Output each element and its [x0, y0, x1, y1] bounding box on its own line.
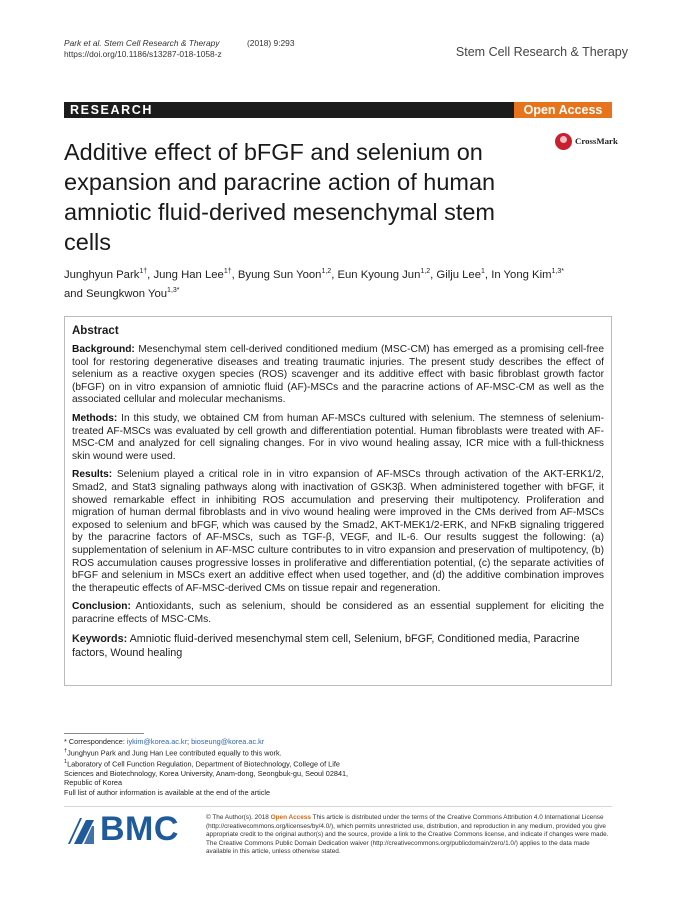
author-name: Eun Kyoung Jun [337, 268, 421, 281]
journal-name: Stem Cell Research & Therapy [455, 45, 628, 59]
keywords-text: Amniotic fluid-derived mesenchymal stem cell, Selenium, bFGF, Conditioned media, Paracrine factors, Wound healing [72, 633, 580, 660]
author-affiliation-marker: 1 [481, 268, 485, 275]
license-statement: © The Author(s). 2018 Open Access This article is distributed under the terms of the Creative Commons Attribution 4.0 International License (http://creativecommons.org/licenses/by/4.0/), which permits unrestricted use, distribution, and reproduction in any medium, provided you give appropriate credit to the original author(s) and the source, provide a link to the Creative Commons license, and indicate if changes were made. The Creative Commons Public Domain Dedication waiver (http://creativecommons.org/publicdomain/zero/1.0/) applies to the data made available in this article, unless otherwise stated. [206, 814, 609, 856]
section-label: RESEARCH [70, 103, 153, 117]
publisher-divider [64, 806, 612, 807]
author-affiliation-marker: 1,2 [420, 268, 431, 275]
crossmark-badge[interactable] [555, 133, 617, 151]
methods-text: In this study, we obtained CM from human AF-MSCs cultured with selenium. The stemness of selenium-treated AF-MSCs was evaluated by cell growth and differentiation potential. Human fibroblasts were treated with AF-MSC-CM and analyzed for cell signaling changes. For in vivo wound healing assay, ICR mice with a full-thickness skin wound were used. [72, 412, 604, 462]
author-name: Junghyun Park [64, 268, 140, 281]
author-affiliation-marker: 1,3* [167, 287, 180, 295]
methods-label: Methods: [72, 412, 118, 424]
equal-contribution: †Junghyun Park and Jung Han Lee contributed equally to this work. [64, 747, 282, 758]
footnotes [64, 737, 364, 797]
affiliation: $^1$Laboratory of Cell Function Regulation, Department of Biotechnology, College of Life Sciences and Biotechnology, Korea University, Anam-dong, Seongbuk-gu, Seoul 02841, Republic of Korea [64, 758, 349, 788]
license-open-access: Open Access [270, 814, 311, 821]
abstract-conclusion [72, 601, 604, 626]
crossmark-icon [555, 133, 572, 150]
license-text: This article is distributed under the terms of the Creative Commons Attribution 4.0 International License (http://creativecommons.org/licenses/by/4.0/), which permits unrestricted use, distribution, and reproduction in any medium, provided you give appropriate credit to the original author(s) and the source, provide a link to the Creative Commons license, and indicate if changes were made. The Creative Commons Public Domain Dedication waiver (http://creativecommons.org/publicdomain/zero/1.0/) applies to the data made available in this article, unless otherwise stated. [206, 814, 609, 856]
conclusion-label: Conclusion: [72, 601, 131, 613]
results-label: Results: [72, 469, 113, 481]
year-volume: (2018) 9:293 [247, 38, 295, 48]
results-text: Selenium played a critical role in in vitro expansion of AF-MSCs through activation of the AKT-ERK1/2, Smad2, and Stat3 signaling pathways along with inactivation of GSK3β. When administered together with bFGF, it showed remarkable effect in inhibiting ROS accumulation and preserving their multipotency. Proliferation and migration of human dermal fibroblasts and in vivo wound healing were improved in the CMs derived from AF-MSCs exposed to selenium and bFGF, which was caused by the Smad2, AKT-MEK1/2-ERK, and NFκB signaling triggered by the paracrine factors of AF-MSCs, such as TGF-β, VEGF, and IL-6. Our results suggest the following: (a) supplementation of selenium in AF-MSC culture contributes to in vitro expansion and preservation of multipotency, (b) ROS accumulation causes progressive losses in proliferative and differentiation potential, (c) the separate activities of bFGF and selenium in MSCs exert an additive effect when used together, and (d) the additive combination improves the therapeutic effects of AF-MSC-derived CMs on tissue repair and regeneration. [72, 469, 604, 594]
author-name: Jung Han Lee [153, 268, 224, 281]
correspondence: * Correspondence: iykim@korea.ac.kr; bioseung@korea.ac.kr [64, 737, 265, 746]
conclusion-text: Antioxidants, such as selenium, should be considered as an essential supplement for eliciting the paracrine effects of MSC-CMs. [72, 601, 605, 625]
section-banner [64, 102, 612, 118]
abstract-heading: Abstract [72, 325, 119, 337]
author-name: Gilju Lee [436, 268, 481, 281]
abstract-box [64, 316, 612, 686]
author-affiliation-marker: 1† [139, 268, 148, 275]
footnote-divider [64, 733, 144, 734]
crossmark-label: CrossMark [575, 136, 618, 146]
abstract-keywords [72, 632, 604, 660]
journal-citation: Park et al. Stem Cell Research & Therapy [64, 38, 220, 48]
author-name: In Yong Kim [491, 268, 552, 281]
author-affiliation-marker: 1† [223, 268, 232, 275]
bmc-logo-icon [66, 816, 96, 846]
bmc-logo [66, 812, 196, 852]
background-text: Mesenchymal stem cell-derived conditioned medium (MSC-CM) has emerged as a promising cell-free tool for restoring degenerative diseases and treating traumatic injuries. The present study describes the effect of selenium as a reactive oxygen species (ROS) scavenger and its additive effect with basic fibroblast growth factor (bFGF) on in vitro expansion of amniotic fluid (AF)-MSCs and the paracrine actions of AF-MSC-CM as well as the associated cellular and molecular mechanisms. [72, 344, 604, 406]
doi-link[interactable]: https://doi.org/10.1186/s13287-018-1058-z [64, 48, 222, 59]
author-affiliation-marker: 1,3* [551, 268, 564, 275]
background-label: Background: [72, 344, 135, 355]
abstract-background [72, 344, 604, 407]
author-list: Junghyun Park$^{1\dagger}$, Jung Han Lee$^{1\dagger}$, Byung Sun Yoon$^{1,2}$, Eun Kyoung Jun$^{1,2}$, Gilju Lee$^1$, In Yong Kim$^{1,3*}$ and Seungkwon You$^{1,3*}$ [64, 268, 564, 301]
bmc-logo-text: BMC [100, 810, 179, 848]
running-header [64, 38, 295, 59]
author-info-note: Full list of author information is available at the end of the article [64, 787, 271, 797]
email-link-2[interactable]: bioseung@korea.ac.kr [191, 737, 265, 746]
abstract-methods [72, 413, 604, 463]
open-access-badge: Open Access [514, 102, 612, 118]
author-name: Byung Sun Yoon [237, 268, 322, 281]
article-title: Additive effect of bFGF and selenium on expansion and paracrine action of human amniotic fluid-derived mesenchymal stem cells [64, 139, 496, 255]
author-affiliation-marker: 1,2 [321, 268, 332, 275]
author-name: Seungkwon You [86, 288, 168, 301]
keywords-label: Keywords: [72, 633, 128, 646]
abstract-results [72, 469, 604, 595]
email-link-1[interactable]: iykim@korea.ac.kr [126, 737, 188, 746]
